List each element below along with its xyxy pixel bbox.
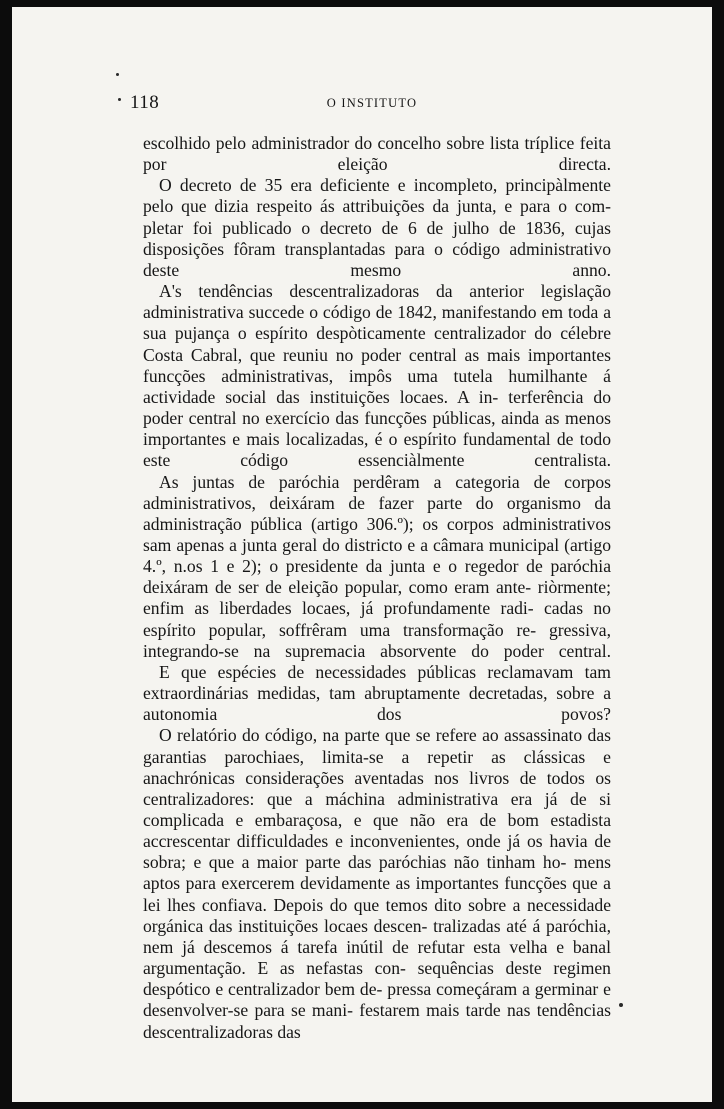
text-line: accrescentar difficuldades e inconvenientes, onde já os havia bbox=[143, 831, 588, 852]
text-line: sequências deste regimen despótico e centralizador bem de- bbox=[143, 958, 611, 1000]
text-line: paróchia deixáram de ser de eleição popular, como eram ante- bbox=[143, 556, 612, 598]
text-line: centralizadores: que a máchina administrativa era já de si bbox=[143, 788, 611, 809]
text-line: das garantias parochiaes, limita-se a repetir as clássicas e bbox=[143, 725, 611, 767]
text-line: complicada e embaraçosa, e que não era de bom estadista bbox=[143, 810, 611, 830]
text-line: mais importantes funcções administrativas, impôs uma tutela bbox=[143, 344, 611, 386]
text-line: sam apenas a junta geral do districto e a câmara municipal bbox=[143, 534, 560, 555]
text-line: E que espécies de necessidades públicas reclamavam tam bbox=[159, 661, 611, 682]
text-line: humilhante á actividade social das instituições locaes. A in- bbox=[143, 365, 611, 407]
text-line: pressa começáram a germinar e desenvolver-se para se mani- bbox=[143, 979, 611, 1021]
text-line: a autonomia dos povos? bbox=[143, 683, 611, 725]
paragraph bbox=[143, 725, 611, 1042]
paragraph bbox=[143, 133, 611, 175]
text-line: feita por eleição directa. bbox=[143, 133, 611, 175]
page-number: 118 bbox=[130, 92, 160, 113]
text-line: extraordinárias medidas, tam abruptamente decretadas, sobre bbox=[143, 683, 595, 704]
journal-title: O INSTITUTO bbox=[326, 96, 418, 110]
text-line: de sobra; e que a maior parte das paróchias não tinham ho- bbox=[143, 831, 611, 873]
text-line: cadas no espírito popular, soffrêram uma transformação re- bbox=[143, 598, 611, 640]
text-line: administrativos, deixáram de fazer parte do organismo da bbox=[143, 492, 611, 513]
text-line: refutar esta velha e banal argumentação. E as nefastas con- bbox=[143, 936, 611, 979]
text-line: funcções que a lei lhes confiava. Depois do que temos dito bbox=[143, 873, 611, 915]
running-head bbox=[130, 92, 614, 116]
text-line: administração pública (artigo 306.º); os corpos administrativos bbox=[143, 513, 611, 534]
text-line: do célebre Costa Cabral, que reuniu no poder central as bbox=[143, 323, 611, 365]
text-line: gressiva, integrando-se na supremacia absorvente do poder bbox=[143, 619, 611, 661]
paragraph bbox=[143, 472, 611, 662]
text-line: riòrmente; enfim as liberdades locaes, já profundamente radi- bbox=[143, 577, 611, 619]
text-line: escolhido pelo administrador do concelho sobre lista tríplice bbox=[143, 133, 575, 153]
text-line: tralizadas até á paróchia, nem já descemos á tarefa inútil de bbox=[143, 915, 611, 957]
text-line: As juntas de paróchia perdêram a categoria de corpos bbox=[159, 471, 611, 492]
text-line: O decreto de 35 era deficiente e incompleto, principàlmente bbox=[159, 175, 611, 196]
text-line: (artigo 4.º, n.os 1 e 2); o presidente da junta e o regedor de bbox=[143, 534, 611, 577]
text-line: sobre a necessidade orgánica das instituições locaes descen- bbox=[143, 894, 611, 936]
text-line: disposições fôram transplantadas para o código administrativo bbox=[143, 238, 611, 259]
text-line: toda a sua pujança o espírito despòticamente centralizador bbox=[143, 302, 612, 344]
text-line: ainda as menos importantes e mais localizadas, é o espírito bbox=[143, 408, 611, 450]
text-line: festarem mais tarde nas tendências descentralizadoras das bbox=[143, 1000, 611, 1042]
ink-speck bbox=[619, 1003, 623, 1007]
text-line: pletar foi publicado o decreto de 6 de julho de 1836, cujas bbox=[143, 217, 611, 238]
text-line: pelo que dizia respeito ás attribuições da junta, e para o com- bbox=[143, 196, 611, 217]
text-line: central. bbox=[558, 640, 611, 661]
text-line: fundamental de todo este código essenciàlmente centralista. bbox=[143, 429, 611, 471]
text-line: terferência do poder central no exercício das funcções públicas, bbox=[143, 386, 611, 429]
body-text bbox=[143, 133, 611, 1043]
ink-speck bbox=[116, 73, 119, 76]
ink-speck bbox=[118, 98, 121, 101]
text-line: anachrónicas considerações aventadas nos livros de todos os bbox=[143, 767, 611, 788]
text-line: mens aptos para exercerem devidamente as importantes bbox=[143, 852, 611, 894]
paragraph bbox=[143, 175, 611, 281]
paragraph bbox=[143, 662, 611, 725]
text-line: A's tendências descentralizadoras da anterior legislação bbox=[159, 281, 611, 302]
text-line: administrativa succede o código de 1842, manifestando em bbox=[143, 302, 564, 323]
text-line: deste mesmo anno. bbox=[143, 259, 611, 280]
paragraph bbox=[143, 281, 611, 471]
text-line: O relatório do código, na parte que se refere ao assassinato bbox=[159, 725, 583, 746]
